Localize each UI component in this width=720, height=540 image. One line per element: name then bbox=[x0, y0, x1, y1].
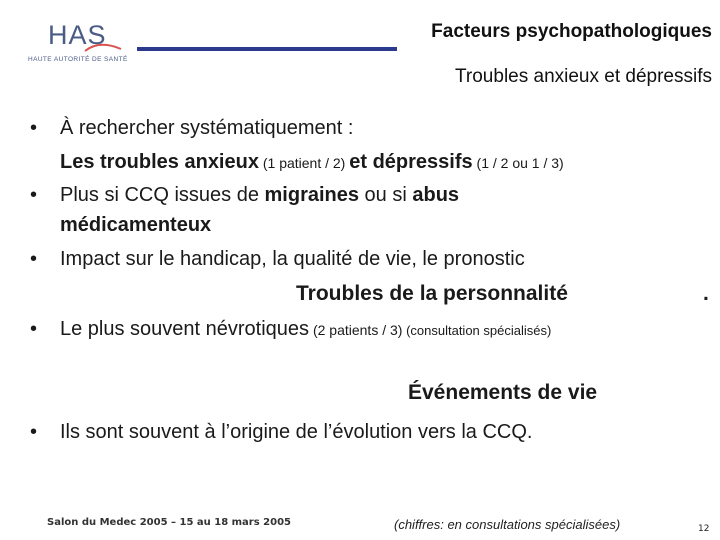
emphasis-anxiety: Les troubles anxieux bbox=[60, 151, 259, 173]
bullet-icon: • bbox=[30, 117, 38, 139]
footer-event: Salon du Medec 2005 – 15 au 18 mars 2005 bbox=[47, 517, 291, 528]
emphasis-migraines: migraines bbox=[264, 184, 359, 206]
bullet-text bbox=[60, 318, 551, 341]
logo-swoosh-icon bbox=[83, 41, 123, 55]
note-consultation: (consultation spécialisés) bbox=[402, 323, 552, 338]
text-run: Le plus souvent névrotiques bbox=[60, 318, 310, 340]
section-title-dot: . bbox=[703, 282, 709, 305]
text-run: Plus si CCQ issues de bbox=[60, 184, 265, 206]
bullet-text: À rechercher systématiquement : bbox=[60, 117, 354, 139]
bullet-icon: • bbox=[30, 184, 38, 206]
page-title: Facteurs psychopathologiques bbox=[431, 21, 712, 42]
bullet-icon: • bbox=[30, 248, 38, 270]
logo-subtitle: HAUTE AUTORITÉ DE SANTÉ bbox=[28, 56, 128, 63]
text-run: ou si bbox=[359, 184, 413, 206]
logo-mark: HAS bbox=[48, 20, 107, 50]
header-divider bbox=[137, 47, 397, 51]
page-number: 12 bbox=[698, 524, 710, 534]
bullet-icon: • bbox=[30, 421, 38, 443]
emphasis-depression: et dépressifs bbox=[349, 151, 473, 173]
has-logo bbox=[28, 20, 138, 70]
section-title-personnalite: Troubles de la personnalité bbox=[296, 282, 568, 305]
bullet-text bbox=[60, 184, 459, 207]
ratio-personnalite: (2 patients / 3) bbox=[309, 322, 403, 338]
page-subtitle: Troubles anxieux et dépressifs bbox=[455, 66, 712, 87]
section-title-evenements: Événements de vie bbox=[408, 381, 598, 404]
bullet-text: Impact sur le handicap, la qualité de vie, le pronostic bbox=[60, 248, 525, 270]
bullet-icon: • bbox=[30, 318, 38, 340]
emphasis-abus: abus bbox=[412, 184, 460, 206]
bullet-text bbox=[60, 151, 564, 174]
ratio-depression: (1 / 2 ou 1 / 3) bbox=[472, 155, 564, 171]
footer-note: (chiffres: en consultations spécialisées) bbox=[394, 517, 621, 532]
ratio-anxiety: (1 patient / 2) bbox=[258, 155, 350, 171]
bullet-text: Ils sont souvent à l’origine de l’évolution vers la CCQ. bbox=[60, 421, 533, 443]
bullet-text: médicamenteux bbox=[60, 214, 212, 236]
